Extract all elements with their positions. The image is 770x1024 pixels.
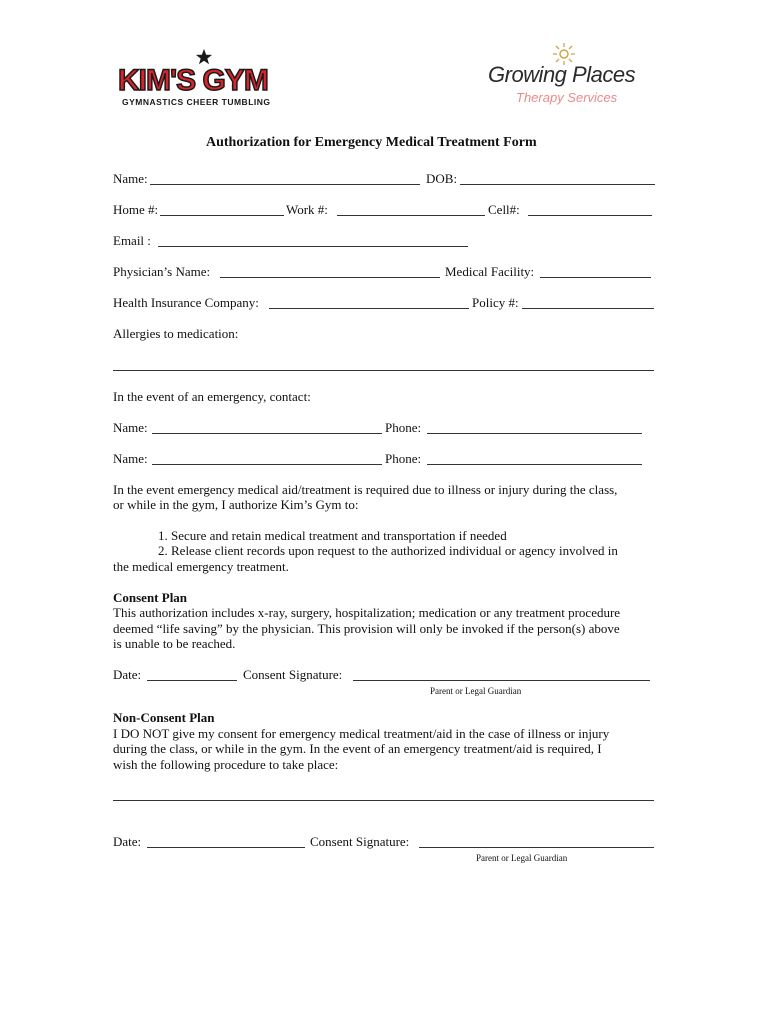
nonconsent-signature-label: Consent Signature:: [310, 834, 410, 849]
policy-label: Policy #:: [472, 295, 519, 310]
nonconsent-text-2: during the class, or while in the gym. In the event of an emergency treatment/aid is required, I: [113, 741, 602, 756]
contact1-name-label: Name:: [113, 420, 148, 435]
work-phone-field[interactable]: [337, 215, 485, 216]
cell-phone-field[interactable]: [528, 215, 652, 216]
consent-heading: Consent Plan: [113, 590, 188, 605]
home-phone-label: Home #:: [113, 202, 159, 217]
nonconsent-signature-field[interactable]: [419, 847, 654, 848]
work-phone-label: Work #:: [286, 202, 328, 217]
authorize-item-2: 2. Release client records upon request to the authorized individual or agency involved in: [158, 543, 618, 558]
procedure-field[interactable]: [113, 800, 654, 801]
contact2-phone-label: Phone:: [385, 451, 422, 466]
contact2-name-label: Name:: [113, 451, 148, 466]
authorize-text-1: In the event emergency medical aid/treatment is required due to illness or injury during the class,: [113, 482, 618, 497]
email-field[interactable]: [158, 246, 468, 247]
authorize-item-2-cont: the medical emergency treatment.: [113, 559, 289, 574]
kims-gym-tagline: GYMNASTICS CHEER TUMBLING: [122, 97, 271, 107]
nonconsent-text-1: I DO NOT give my consent for emergency medical treatment/aid in the case of illness or injury: [113, 726, 610, 741]
insurance-field[interactable]: [269, 308, 469, 309]
form-title: Authorization for Emergency Medical Treatment Form: [206, 135, 537, 150]
allergies-label: Allergies to medication:: [113, 326, 239, 341]
consent-text-2: deemed “life saving” by the physician. This provision will only be invoked if the person(s) above: [113, 621, 620, 636]
growing-places-wordmark: Growing Places: [488, 62, 636, 87]
nonconsent-heading: Non-Consent Plan: [113, 710, 215, 725]
consent-guardian-caption: Parent or Legal Guardian: [430, 686, 522, 696]
home-phone-field[interactable]: [160, 215, 284, 216]
growing-places-logo: [488, 42, 658, 114]
nonconsent-date-field[interactable]: [147, 847, 305, 848]
emergency-heading: In the event of an emergency, contact:: [113, 389, 311, 404]
consent-signature-label: Consent Signature:: [243, 667, 343, 682]
consent-date-label: Date:: [113, 667, 142, 682]
nonconsent-date-label: Date:: [113, 834, 142, 849]
dob-label: DOB:: [426, 171, 458, 186]
facility-field[interactable]: [540, 277, 651, 278]
email-label: Email :: [113, 233, 151, 248]
growing-places-subtitle: Therapy Services: [516, 90, 618, 105]
consent-signature-field[interactable]: [353, 680, 650, 681]
kims-gym-logo: [118, 60, 296, 110]
allergies-field[interactable]: [113, 370, 654, 371]
nonconsent-text-3: wish the following procedure to take place:: [113, 757, 339, 772]
kims-gym-wordmark: KIM'S GYM: [118, 64, 268, 97]
physician-label: Physician’s Name:: [113, 264, 211, 279]
dob-field[interactable]: [460, 184, 655, 185]
consent-date-field[interactable]: [147, 680, 237, 681]
consent-text-3: is unable to be reached.: [113, 636, 236, 651]
cell-phone-label: Cell#:: [488, 202, 520, 217]
facility-label: Medical Facility:: [445, 264, 535, 279]
contact1-name-field[interactable]: [152, 433, 382, 434]
contact1-phone-label: Phone:: [385, 420, 422, 435]
policy-field[interactable]: [522, 308, 654, 309]
contact1-phone-field[interactable]: [427, 433, 642, 434]
physician-field[interactable]: [220, 277, 440, 278]
consent-text-1: This authorization includes x-ray, surgery, hospitalization; medication or any treatment procedure: [113, 605, 621, 620]
contact2-name-field[interactable]: [152, 464, 382, 465]
nonconsent-guardian-caption: Parent or Legal Guardian: [476, 853, 568, 863]
authorize-text-2: or while in the gym, I authorize Kim’s Gym to:: [113, 497, 359, 512]
authorize-item-1: 1. Secure and retain medical treatment and transportation if needed: [158, 528, 507, 543]
name-label: Name:: [113, 171, 148, 186]
insurance-label: Health Insurance Company:: [113, 295, 259, 310]
name-field[interactable]: [150, 184, 420, 185]
contact2-phone-field[interactable]: [427, 464, 642, 465]
